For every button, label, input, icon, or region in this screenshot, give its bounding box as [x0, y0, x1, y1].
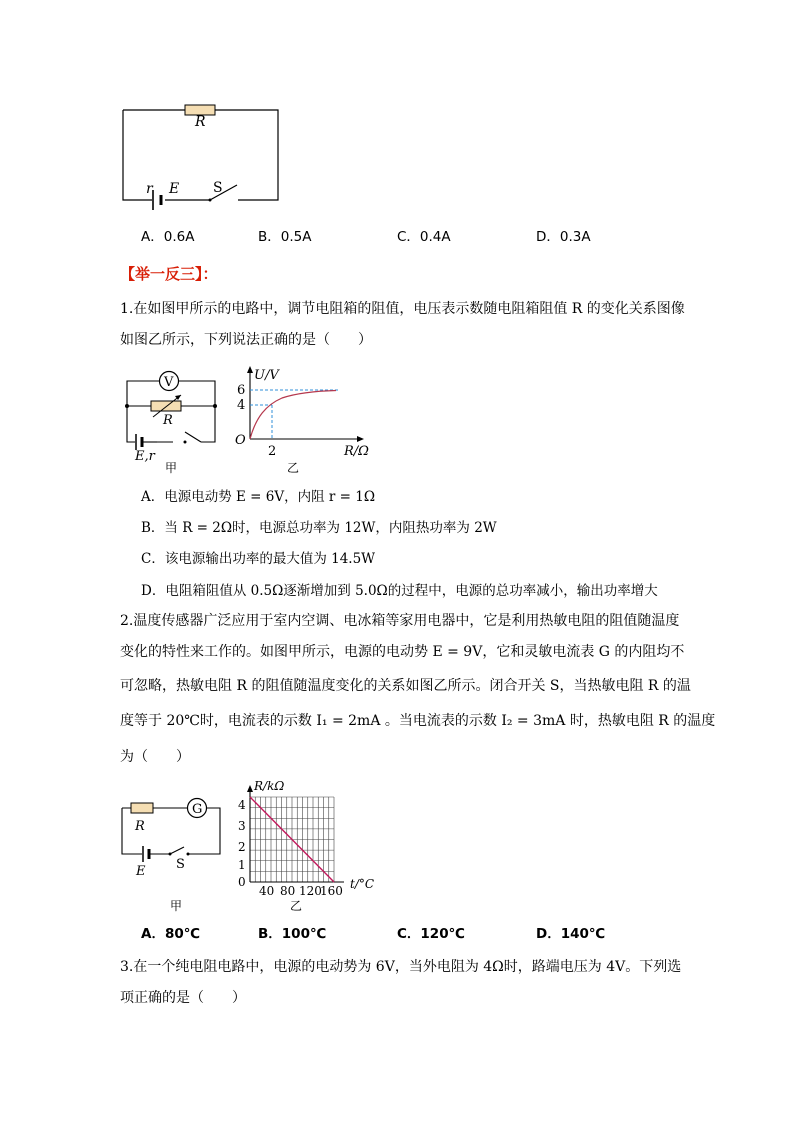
top-circuit-diagram: [110, 95, 300, 215]
q2-option-d[interactable]: D．140℃: [536, 926, 606, 942]
q1-circuit-diagram: [115, 362, 235, 477]
q1-stem-line1: 1.在如图甲所示的电路中，调节电阻箱的阻值，电压表示数随电阻箱阻值 R 的变化关系图像: [120, 301, 685, 317]
prev-option-b[interactable]: B．0.5A: [258, 229, 312, 245]
ytick-4: 4: [237, 398, 246, 413]
battery-icon: [153, 190, 161, 210]
origin-label: O: [235, 433, 246, 448]
caption-yi: 乙: [290, 899, 303, 912]
ytick-4: 4: [238, 798, 246, 812]
label-source: E,r: [135, 449, 155, 464]
q1-option-d[interactable]: D．电阻箱阻值从 0.5Ω逐渐增加到 5.0Ω的过程中，电源的总功率减小，输出功率增大: [141, 583, 658, 599]
q1-stem-line2: 如图乙所示，下列说法正确的是（ ）: [120, 332, 372, 348]
label-small-r: r: [146, 181, 153, 197]
caption-jia: 甲: [170, 899, 183, 913]
q2-option-c[interactable]: C．120℃: [397, 926, 465, 942]
caption-yi: 乙: [287, 461, 300, 475]
ylabel: R/kΩ: [254, 779, 285, 793]
resistor-r: [131, 803, 153, 813]
resistor-box-r: [151, 401, 181, 411]
xlabel: t/°C: [350, 877, 375, 891]
battery-icon: [136, 434, 157, 450]
meter-label: G: [192, 802, 203, 817]
prev-option-d[interactable]: D．0.3A: [536, 229, 591, 245]
meter-label: V: [164, 375, 174, 390]
section-header: 【举一反三】：: [120, 265, 218, 283]
ylabel: U/V: [254, 368, 279, 383]
caption-jia: 甲: [165, 461, 178, 475]
q2-option-b[interactable]: B．100℃: [258, 926, 327, 942]
q3-stem-line2: 项正确的是（ ）: [120, 990, 246, 1006]
ytick-1: 1: [238, 858, 246, 872]
xtick-160: 160: [320, 884, 343, 898]
q2-stem-line5: 为（ ）: [120, 749, 190, 765]
q2-graph: [232, 777, 382, 912]
ytick-6: 6: [237, 383, 246, 398]
label-r: R: [163, 413, 173, 428]
label-emf: E: [169, 181, 180, 197]
prev-option-a[interactable]: A．0.6A: [141, 229, 195, 245]
q2-circuit-diagram: [112, 790, 232, 915]
xtick-120: 120: [299, 884, 322, 898]
label-switch: S: [176, 857, 185, 872]
ytick-2: 2: [238, 840, 246, 854]
q3-stem-line1: 3.在一个纯电阻电路中，电源的电动势为 6V，当外电阻为 4Ω时，路端电压为 4V。下列选: [120, 959, 682, 975]
xlabel: R/Ω: [344, 444, 369, 459]
label-emf: E: [136, 864, 146, 879]
q2-stem-line4: 度等于 20℃时，电流表的示数 I₁ = 2mA 。当电流表的示数 I₂ = 3mA 时，热敏电阻 R 的温度: [120, 713, 716, 729]
label-r: R: [195, 114, 206, 130]
q2-option-a[interactable]: A．80℃: [141, 926, 201, 942]
q1-option-a[interactable]: A．电源电动势 E = 6V，内阻 r = 1Ω: [141, 489, 376, 505]
q2-stem-line2: 变化的特性来工作的。如图甲所示，电源的电动势 E = 9V，它和灵敏电流表 G 的内阻均不: [120, 644, 685, 660]
xtick-80: 80: [280, 884, 296, 898]
ytick-0: 0: [238, 875, 246, 889]
ytick-3: 3: [238, 819, 246, 833]
label-switch: S: [213, 180, 223, 196]
q1-graph: [232, 362, 382, 477]
q2-stem-line1: 2.温度传感器广泛应用于室内空调、电冰箱等家用电器中，它是利用热敏电阻的阻值随温度: [120, 613, 680, 629]
q1-option-b[interactable]: B．当 R = 2Ω时，电源总功率为 12W，内阻热功率为 2W: [141, 520, 497, 536]
xtick-40: 40: [259, 884, 275, 898]
xtick-2: 2: [268, 444, 277, 459]
q2-stem-line3: 可忽略，热敏电阻 R 的阻值随温度变化的关系如图乙所示。闭合开关 S，当热敏电阻 R 的温: [120, 678, 691, 694]
q1-option-c[interactable]: C．该电源输出功率的最大值为 14.5W: [141, 551, 376, 567]
prev-option-c[interactable]: C．0.4A: [397, 229, 451, 245]
label-r: R: [135, 819, 145, 834]
battery-icon: [143, 846, 149, 862]
